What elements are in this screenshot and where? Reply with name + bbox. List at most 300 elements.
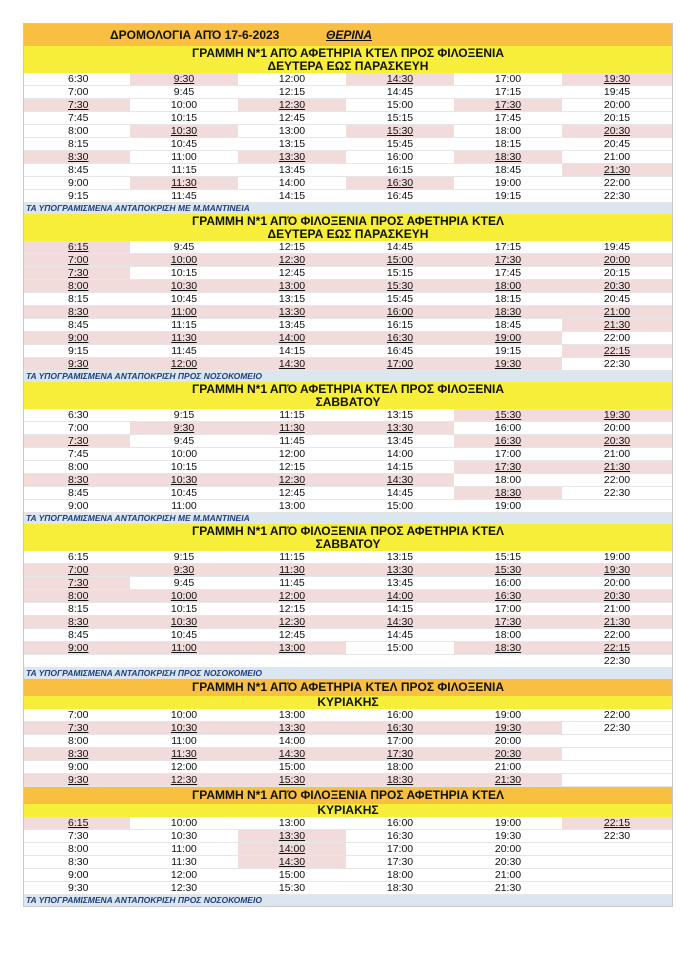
departure-time: 10:45 bbox=[130, 293, 238, 306]
departure-time: 16:00 bbox=[346, 306, 454, 319]
departure-time: 19:30 bbox=[562, 409, 672, 422]
departure-time: 22:00 bbox=[562, 474, 672, 487]
departure-time: 16:00 bbox=[454, 422, 562, 435]
departure-time: 16:00 bbox=[454, 577, 562, 590]
departure-time: 11:30 bbox=[130, 856, 238, 869]
departure-time: 6:15 bbox=[24, 241, 130, 254]
departure-time: 10:15 bbox=[130, 267, 238, 280]
footnote: ΤΑ ΥΠΟΓΡΑΜΙΣΜΕΝΑ ΑΝΤΑΠΟΚΡΙΣΗ ΜΕ Μ.ΜΑΝΤΙΝΕΙΑ bbox=[24, 203, 672, 214]
departure-time: 16:30 bbox=[346, 830, 454, 843]
departure-time: 11:00 bbox=[130, 151, 238, 164]
departure-time: 7:30 bbox=[24, 830, 130, 843]
departure-time: 19:30 bbox=[562, 564, 672, 577]
departure-time: 8:30 bbox=[24, 616, 130, 629]
departure-time: 9:15 bbox=[24, 190, 130, 203]
departure-time: 8:00 bbox=[24, 125, 130, 138]
table-row bbox=[24, 774, 672, 787]
departure-time: 10:15 bbox=[130, 603, 238, 616]
departure-time: 10:30 bbox=[130, 280, 238, 293]
departure-time: 11:00 bbox=[130, 306, 238, 319]
schedule-section bbox=[24, 524, 672, 679]
departure-time: 14:00 bbox=[238, 735, 346, 748]
departure-time: 21:30 bbox=[562, 461, 672, 474]
departure-time: 16:30 bbox=[454, 435, 562, 448]
table-row bbox=[24, 138, 672, 151]
service-days: ΚΥΡΙΑΚΗΣ bbox=[24, 696, 672, 709]
schedule-sections bbox=[24, 46, 672, 906]
departure-time: 10:30 bbox=[130, 722, 238, 735]
departure-time bbox=[562, 500, 672, 513]
schedule-section bbox=[24, 787, 672, 906]
departure-time: 19:00 bbox=[454, 709, 562, 722]
departure-time: 18:30 bbox=[454, 487, 562, 500]
departure-time: 17:30 bbox=[346, 856, 454, 869]
departure-time: 15:30 bbox=[238, 774, 346, 787]
departure-time: 11:00 bbox=[130, 500, 238, 513]
departure-time: 20:30 bbox=[562, 280, 672, 293]
service-days: ΚΥΡΙΑΚΗΣ bbox=[24, 804, 672, 817]
schedule-section bbox=[24, 46, 672, 214]
departure-time: 19:45 bbox=[562, 241, 672, 254]
departure-time: 14:30 bbox=[346, 616, 454, 629]
departure-time: 15:30 bbox=[238, 882, 346, 895]
table-row bbox=[24, 422, 672, 435]
departure-time: 19:15 bbox=[454, 190, 562, 203]
departure-time: 9:45 bbox=[130, 241, 238, 254]
footnote: ΤΑ ΥΠΟΓΡΑΜΙΣΜΕΝΑ ΑΝΤΑΠΟΚΡΙΣΗ ΜΕ Μ.ΜΑΝΤΙΝΕΙΑ bbox=[24, 513, 672, 524]
departure-time: 12:30 bbox=[130, 882, 238, 895]
departure-time: 12:30 bbox=[238, 99, 346, 112]
departure-time: 15:00 bbox=[346, 500, 454, 513]
departure-time: 17:30 bbox=[454, 254, 562, 267]
departure-time: 20:15 bbox=[562, 267, 672, 280]
departure-time: 16:30 bbox=[346, 177, 454, 190]
departure-time: 14:30 bbox=[346, 474, 454, 487]
departures-table bbox=[24, 241, 672, 371]
table-row bbox=[24, 709, 672, 722]
table-row bbox=[24, 306, 672, 319]
departure-time: 10:15 bbox=[130, 112, 238, 125]
departure-time: 19:30 bbox=[562, 73, 672, 86]
departure-time bbox=[562, 882, 672, 895]
departure-time: 19:30 bbox=[454, 830, 562, 843]
table-row bbox=[24, 577, 672, 590]
departure-time: 17:00 bbox=[454, 603, 562, 616]
table-row bbox=[24, 629, 672, 642]
departure-time: 15:30 bbox=[454, 564, 562, 577]
departure-time: 13:00 bbox=[238, 642, 346, 655]
table-row bbox=[24, 293, 672, 306]
service-days: ΔΕΥΤΕΡΑ ΕΩΣ ΠΑΡΑΣΚΕΥΗ bbox=[24, 228, 672, 241]
departure-time: 21:00 bbox=[454, 761, 562, 774]
departure-time: 17:45 bbox=[454, 112, 562, 125]
departure-time: 22:00 bbox=[562, 177, 672, 190]
departure-time: 21:30 bbox=[454, 774, 562, 787]
departure-time: 9:00 bbox=[24, 500, 130, 513]
departure-time: 8:30 bbox=[24, 474, 130, 487]
departure-time: 18:30 bbox=[454, 151, 562, 164]
departure-time: 16:45 bbox=[346, 190, 454, 203]
service-days: ΣΑΒΒΑΤΟΥ bbox=[24, 396, 672, 409]
departure-time: 11:15 bbox=[238, 409, 346, 422]
departure-time: 11:15 bbox=[130, 319, 238, 332]
departure-time: 10:30 bbox=[130, 125, 238, 138]
departure-time: 7:30 bbox=[24, 435, 130, 448]
departure-time: 21:00 bbox=[562, 603, 672, 616]
departure-time: 11:30 bbox=[130, 177, 238, 190]
table-row bbox=[24, 856, 672, 869]
departure-time: 19:00 bbox=[562, 551, 672, 564]
departure-time: 7:00 bbox=[24, 254, 130, 267]
departure-time: 9:45 bbox=[130, 86, 238, 99]
departure-time: 11:45 bbox=[130, 345, 238, 358]
departure-time: 20:00 bbox=[562, 422, 672, 435]
departure-time: 12:45 bbox=[238, 487, 346, 500]
departure-time: 11:30 bbox=[238, 422, 346, 435]
departure-time: 15:15 bbox=[454, 551, 562, 564]
departure-time: 9:30 bbox=[24, 358, 130, 371]
departure-time: 7:45 bbox=[24, 448, 130, 461]
departure-time: 19:00 bbox=[454, 332, 562, 345]
departure-time: 18:15 bbox=[454, 293, 562, 306]
departure-time: 13:15 bbox=[346, 551, 454, 564]
departure-time: 15:00 bbox=[238, 761, 346, 774]
departure-time: 9:30 bbox=[130, 564, 238, 577]
departure-time: 13:30 bbox=[238, 151, 346, 164]
table-row bbox=[24, 722, 672, 735]
schedule-section bbox=[24, 382, 672, 524]
departure-time: 13:30 bbox=[238, 306, 346, 319]
departure-time: 17:30 bbox=[454, 461, 562, 474]
footnote: ΤΑ ΥΠΟΓΡΑΜΙΣΜΕΝΑ ΑΝΤΑΠΟΚΡΙΣΗ ΠΡΟΣ ΝΟΣΟΚΟΜΕΙΟ bbox=[24, 668, 672, 679]
departure-time: 22:30 bbox=[562, 190, 672, 203]
departure-time: 21:00 bbox=[454, 869, 562, 882]
departure-time: 22:30 bbox=[562, 830, 672, 843]
table-row bbox=[24, 358, 672, 371]
table-row bbox=[24, 761, 672, 774]
departure-time: 7:30 bbox=[24, 267, 130, 280]
departure-time bbox=[346, 655, 454, 668]
departure-time: 22:00 bbox=[562, 629, 672, 642]
departure-time: 15:45 bbox=[346, 293, 454, 306]
departure-time: 22:00 bbox=[562, 709, 672, 722]
departure-time: 10:00 bbox=[130, 817, 238, 830]
departure-time: 13:30 bbox=[238, 830, 346, 843]
departure-time: 21:30 bbox=[562, 164, 672, 177]
departure-time: 20:30 bbox=[454, 856, 562, 869]
table-row bbox=[24, 73, 672, 86]
departure-time bbox=[454, 655, 562, 668]
departure-time: 8:45 bbox=[24, 629, 130, 642]
table-row bbox=[24, 345, 672, 358]
departure-time: 17:45 bbox=[454, 267, 562, 280]
table-row bbox=[24, 500, 672, 513]
departure-time: 14:15 bbox=[346, 461, 454, 474]
departure-time: 9:30 bbox=[24, 774, 130, 787]
departure-time: 9:45 bbox=[130, 435, 238, 448]
departure-time bbox=[130, 655, 238, 668]
departure-time: 12:45 bbox=[238, 267, 346, 280]
departure-time: 22:30 bbox=[562, 358, 672, 371]
departure-time: 18:00 bbox=[454, 629, 562, 642]
departures-table bbox=[24, 709, 672, 787]
departure-time: 18:00 bbox=[346, 869, 454, 882]
departure-time: 13:00 bbox=[238, 125, 346, 138]
departure-time: 19:30 bbox=[454, 358, 562, 371]
departure-time: 16:30 bbox=[454, 590, 562, 603]
departure-time: 19:30 bbox=[454, 722, 562, 735]
departure-time: 7:00 bbox=[24, 709, 130, 722]
departure-time: 17:30 bbox=[454, 616, 562, 629]
departure-time: 12:00 bbox=[238, 73, 346, 86]
departure-time: 9:45 bbox=[130, 577, 238, 590]
departure-time: 12:45 bbox=[238, 112, 346, 125]
departure-time: 13:15 bbox=[346, 409, 454, 422]
departure-time: 18:30 bbox=[454, 642, 562, 655]
departure-time: 17:00 bbox=[454, 448, 562, 461]
departure-time: 11:30 bbox=[130, 748, 238, 761]
departure-time: 14:15 bbox=[238, 190, 346, 203]
departure-time: 18:30 bbox=[346, 882, 454, 895]
departure-time: 16:30 bbox=[346, 722, 454, 735]
departure-time: 14:15 bbox=[238, 345, 346, 358]
departures-table bbox=[24, 409, 672, 513]
table-row bbox=[24, 616, 672, 629]
departure-time: 12:15 bbox=[238, 241, 346, 254]
departure-time: 9:00 bbox=[24, 332, 130, 345]
departure-time bbox=[562, 843, 672, 856]
departure-time: 18:30 bbox=[454, 306, 562, 319]
departure-time: 7:30 bbox=[24, 722, 130, 735]
departure-time: 12:00 bbox=[238, 590, 346, 603]
route-title: ΓΡΑΜΜΗ Ν*1 ΑΠΌ ΑΦΕΤΗΡΙΑ ΚΤΕΛ ΠΡΟΣ ΦΙΛΟΞΕΝΙΑ bbox=[24, 46, 672, 60]
departure-time bbox=[562, 869, 672, 882]
departure-time: 14:30 bbox=[238, 856, 346, 869]
departure-time: 19:15 bbox=[454, 345, 562, 358]
departure-time bbox=[562, 735, 672, 748]
departure-time: 11:00 bbox=[130, 843, 238, 856]
departure-time: 10:00 bbox=[130, 709, 238, 722]
departure-time: 20:30 bbox=[454, 748, 562, 761]
departure-time: 7:00 bbox=[24, 564, 130, 577]
departure-time: 17:00 bbox=[346, 358, 454, 371]
departure-time: 19:00 bbox=[454, 177, 562, 190]
table-row bbox=[24, 151, 672, 164]
departure-time: 19:00 bbox=[454, 817, 562, 830]
departure-time: 8:15 bbox=[24, 293, 130, 306]
departure-time: 8:00 bbox=[24, 843, 130, 856]
departure-time: 14:30 bbox=[238, 748, 346, 761]
departures-table bbox=[24, 817, 672, 895]
departure-time: 16:15 bbox=[346, 164, 454, 177]
departure-time: 18:00 bbox=[454, 125, 562, 138]
departure-time: 14:00 bbox=[238, 843, 346, 856]
departure-time: 8:45 bbox=[24, 164, 130, 177]
departure-time: 17:15 bbox=[454, 241, 562, 254]
departure-time: 17:00 bbox=[346, 843, 454, 856]
departure-time: 9:30 bbox=[130, 422, 238, 435]
departure-time: 10:00 bbox=[130, 590, 238, 603]
departure-time: 7:00 bbox=[24, 422, 130, 435]
route-title: ΓΡΑΜΜΗ Ν*1 ΑΠΌ ΑΦΕΤΗΡΙΑ ΚΤΕΛ ΠΡΟΣ ΦΙΛΟΞΕΝΙΑ bbox=[24, 382, 672, 396]
table-row bbox=[24, 655, 672, 668]
departure-time: 20:30 bbox=[562, 125, 672, 138]
departure-time bbox=[562, 748, 672, 761]
departure-time: 10:45 bbox=[130, 487, 238, 500]
departure-time: 14:00 bbox=[346, 448, 454, 461]
departure-time: 8:15 bbox=[24, 603, 130, 616]
service-days: ΣΑΒΒΑΤΟΥ bbox=[24, 538, 672, 551]
departure-time: 10:45 bbox=[130, 138, 238, 151]
departure-time: 8:00 bbox=[24, 280, 130, 293]
departure-time: 13:00 bbox=[238, 817, 346, 830]
departure-time: 16:45 bbox=[346, 345, 454, 358]
departure-time: 12:00 bbox=[130, 869, 238, 882]
table-row bbox=[24, 843, 672, 856]
table-row bbox=[24, 735, 672, 748]
departure-time: 16:00 bbox=[346, 817, 454, 830]
departure-time: 20:15 bbox=[562, 112, 672, 125]
timetable-sheet bbox=[23, 23, 673, 907]
departure-time: 15:00 bbox=[346, 99, 454, 112]
departure-time: 7:30 bbox=[24, 577, 130, 590]
departure-time: 8:30 bbox=[24, 748, 130, 761]
service-days: ΔΕΥΤΕΡΑ ΕΩΣ ΠΑΡΑΣΚΕΥΗ bbox=[24, 60, 672, 73]
departure-time: 14:00 bbox=[238, 332, 346, 345]
departure-time: 20:00 bbox=[454, 843, 562, 856]
departure-time: 18:45 bbox=[454, 319, 562, 332]
table-row bbox=[24, 280, 672, 293]
departure-time: 19:00 bbox=[454, 500, 562, 513]
departure-time: 12:15 bbox=[238, 86, 346, 99]
departure-time: 8:00 bbox=[24, 461, 130, 474]
departure-time: 18:15 bbox=[454, 138, 562, 151]
departure-time: 12:00 bbox=[238, 448, 346, 461]
table-row bbox=[24, 409, 672, 422]
table-row bbox=[24, 642, 672, 655]
departure-time: 22:30 bbox=[562, 722, 672, 735]
departure-time: 15:15 bbox=[346, 112, 454, 125]
table-row bbox=[24, 603, 672, 616]
departure-time: 10:00 bbox=[130, 254, 238, 267]
table-row bbox=[24, 817, 672, 830]
table-row bbox=[24, 86, 672, 99]
departure-time: 19:45 bbox=[562, 86, 672, 99]
departure-time: 20:00 bbox=[562, 577, 672, 590]
departure-time: 18:00 bbox=[346, 761, 454, 774]
departure-time: 9:30 bbox=[24, 882, 130, 895]
departure-time: 13:45 bbox=[238, 164, 346, 177]
departure-time: 22:30 bbox=[562, 487, 672, 500]
departure-time: 11:30 bbox=[130, 332, 238, 345]
departure-time: 12:30 bbox=[238, 474, 346, 487]
departure-time: 8:30 bbox=[24, 151, 130, 164]
departure-time: 8:45 bbox=[24, 487, 130, 500]
departure-time: 9:00 bbox=[24, 177, 130, 190]
departure-time: 17:30 bbox=[346, 748, 454, 761]
departure-time: 12:00 bbox=[130, 761, 238, 774]
departure-time: 10:45 bbox=[130, 629, 238, 642]
departure-time: 14:30 bbox=[238, 358, 346, 371]
table-row bbox=[24, 125, 672, 138]
departure-time: 17:15 bbox=[454, 86, 562, 99]
departure-time: 11:15 bbox=[130, 164, 238, 177]
departure-time: 21:00 bbox=[562, 448, 672, 461]
route-title: ΓΡΑΜΜΗ Ν*1 ΑΠΌ ΦΙΛΟΞΕΝΙΑ ΠΡΟΣ ΑΦΕΤΗΡΙΑ ΚΤΕΛ bbox=[24, 524, 672, 538]
table-row bbox=[24, 164, 672, 177]
departure-time: 8:00 bbox=[24, 735, 130, 748]
departure-time: 22:15 bbox=[562, 642, 672, 655]
departure-time bbox=[562, 774, 672, 787]
page-title-bar bbox=[24, 24, 672, 46]
departure-time: 9:15 bbox=[130, 409, 238, 422]
table-row bbox=[24, 99, 672, 112]
departure-time: 14:00 bbox=[238, 177, 346, 190]
departure-time bbox=[562, 761, 672, 774]
departure-time: 8:30 bbox=[24, 856, 130, 869]
departure-time: 12:30 bbox=[238, 616, 346, 629]
departure-time: 22:00 bbox=[562, 332, 672, 345]
departure-time: 9:00 bbox=[24, 869, 130, 882]
departure-time: 16:00 bbox=[346, 709, 454, 722]
table-row bbox=[24, 474, 672, 487]
departure-time: 7:45 bbox=[24, 112, 130, 125]
table-row bbox=[24, 332, 672, 345]
departure-time: 20:30 bbox=[562, 435, 672, 448]
table-row bbox=[24, 869, 672, 882]
table-row bbox=[24, 177, 672, 190]
departure-time: 6:15 bbox=[24, 817, 130, 830]
table-row bbox=[24, 267, 672, 280]
departure-time: 14:45 bbox=[346, 86, 454, 99]
departure-time: 11:45 bbox=[238, 435, 346, 448]
departure-time: 12:30 bbox=[130, 774, 238, 787]
departure-time: 20:00 bbox=[562, 99, 672, 112]
departure-time: 6:30 bbox=[24, 409, 130, 422]
departure-time bbox=[562, 856, 672, 869]
departure-time: 9:00 bbox=[24, 761, 130, 774]
departure-time: 14:45 bbox=[346, 629, 454, 642]
schedule-section bbox=[24, 214, 672, 382]
footnote: ΤΑ ΥΠΟΓΡΑΜΙΣΜΕΝΑ ΑΝΤΑΠΟΚΡΙΣΗ ΠΡΟΣ ΝΟΣΟΚΟΜΕΙΟ bbox=[24, 371, 672, 382]
departure-time: 22:15 bbox=[562, 817, 672, 830]
departure-time: 20:45 bbox=[562, 293, 672, 306]
departure-time: 8:30 bbox=[24, 306, 130, 319]
season-label: ΘΕΡΙΝΑ bbox=[326, 28, 373, 42]
departure-time: 22:30 bbox=[562, 655, 672, 668]
departure-time: 21:00 bbox=[562, 306, 672, 319]
departure-time: 16:00 bbox=[346, 151, 454, 164]
departure-time: 9:30 bbox=[130, 73, 238, 86]
departure-time: 12:45 bbox=[238, 629, 346, 642]
departure-time: 14:00 bbox=[346, 590, 454, 603]
table-row bbox=[24, 112, 672, 125]
departure-time: 15:00 bbox=[238, 869, 346, 882]
departure-time: 13:45 bbox=[346, 577, 454, 590]
departure-time: 7:30 bbox=[24, 99, 130, 112]
departure-time: 8:45 bbox=[24, 319, 130, 332]
departure-time: 10:00 bbox=[130, 99, 238, 112]
departure-time: 10:15 bbox=[130, 461, 238, 474]
table-row bbox=[24, 190, 672, 203]
departure-time: 15:30 bbox=[454, 409, 562, 422]
departure-time: 9:15 bbox=[24, 345, 130, 358]
departure-time: 13:45 bbox=[238, 319, 346, 332]
departure-time: 16:15 bbox=[346, 319, 454, 332]
departure-time: 11:00 bbox=[130, 642, 238, 655]
departure-time: 18:00 bbox=[454, 474, 562, 487]
departure-time: 14:15 bbox=[346, 603, 454, 616]
